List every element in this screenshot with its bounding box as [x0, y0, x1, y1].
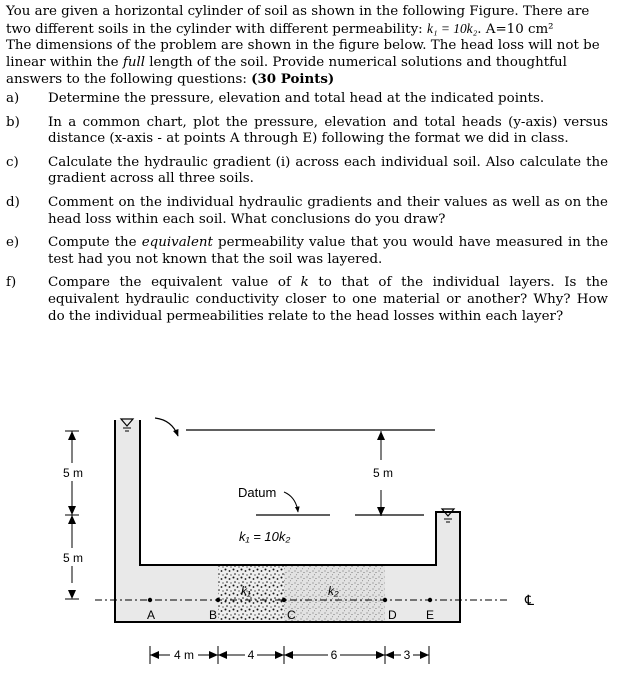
intro-line-5: answers to the following questions: (30 Points) [6, 71, 335, 88]
point-B-marker [216, 598, 220, 602]
point-A-marker [148, 598, 152, 602]
bottom-dim-3: 6 [330, 648, 338, 662]
question-a: a) Determine the pressure, elevation and total head at the indicated points. [6, 90, 545, 106]
datum-pointer [284, 492, 298, 512]
flow-in-arrow [155, 418, 178, 436]
question-e: e) Compute the equivalent permeability value that you would have measured in the test had you not known that the soil was layered. [6, 235, 608, 267]
question-c: c) Calculate the hydraulic gradient (i) across each individual soil. Also calculate the gradient across all three soils. [6, 154, 608, 187]
point-B-label: B [209, 608, 218, 622]
k-relation-label: k₁ = 10k₂ [239, 529, 291, 544]
k2-label: k₂ [328, 584, 339, 598]
problem-intro [6, 4, 608, 89]
intro-line-3: The dimensions of the problem are shown in the figure below. The head loss will not be [6, 38, 600, 54]
point-E-marker [428, 598, 432, 602]
point-C-label: C [287, 608, 296, 622]
intro-line-1: You are given a horizontal cylinder of soil as shown in the following Figure. There are [6, 4, 590, 19]
question-d: d) Comment on the individual hydraulic gradients and their values as well as on the head loss within each soil. What conclusions do you draw? [6, 194, 608, 227]
left-dim-top-label: 5 m [62, 466, 84, 480]
point-D-marker [383, 598, 387, 602]
left-dim-bottom-label: 5 m [62, 551, 84, 565]
datum-label: Datum [238, 485, 277, 500]
right-dim-label: 5 m [372, 466, 394, 480]
question-list [6, 91, 608, 325]
soil-1-layer [218, 566, 284, 621]
point-D-label: D [388, 608, 397, 622]
bottom-dim-1: 4 m [173, 648, 195, 662]
point-E-label: E [426, 608, 435, 622]
point-A-label: A [147, 608, 156, 622]
points-label: (30 Points) [251, 71, 335, 88]
permeability-relation: k₁ = 10k₂ [426, 20, 478, 36]
left-riser-water [116, 421, 139, 565]
bottom-dim-4: 3 [403, 648, 411, 662]
question-b: b) In a common chart, plot the pressure, elevation and total heads (y-axis) versus distance (x-axis - at points A through E) following the format we did in class. [6, 114, 608, 147]
intro-line-2: two different soils in the cylinder with different permeability: k₁ = 10k₂. A=10 cm² [6, 20, 554, 37]
centerline-symbol: ℄ [525, 592, 534, 608]
k1-label: k₁ [241, 584, 251, 598]
soil-cylinder-figure [0, 400, 643, 676]
bottom-dim-2: 4 [247, 648, 255, 662]
problem-statement [6, 4, 608, 332]
point-C-marker [282, 598, 286, 602]
intro-line-4: linear within the full length of the soil. Provide numerical solutions and thoughtful [6, 54, 567, 70]
question-f: f) Compare the equivalent value of k to that of the individual layers. Is the equivalent hydraulic conductivity closer to one material or another? Why? How do the individual permeabilities relate to the head losses within each layer? [6, 275, 608, 324]
